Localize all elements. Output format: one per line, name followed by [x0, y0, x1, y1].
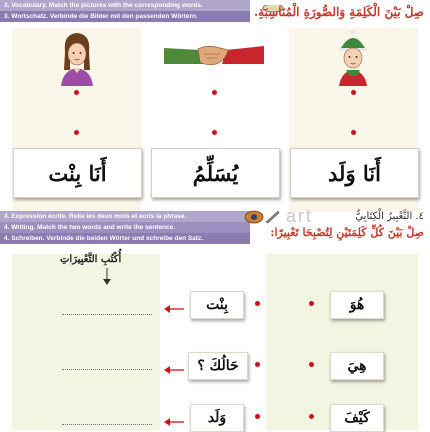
exercise4-arabic-heading: ٤. التَّعْبِيرُ الْكِتَابِيُّ: [355, 211, 424, 222]
exercise3-arabic-instruction: صِلْ بَيْنَ الْكَلِمَةِ وَالصُّورَةِ الْمُنَاسِبَةِ.: [253, 5, 424, 19]
exercise4-instruction-en: 4. Writing. Match the two words and write the sentence.: [0, 222, 250, 233]
write-expressions-label: أُكْتُبِ التَّعْبِيرَاتِ: [60, 254, 122, 265]
left-arrow-icon: [164, 299, 184, 309]
word-card-greets[interactable]: يُسَلِّمُ: [151, 148, 280, 198]
left-word-card-2[interactable]: حَالُكَ ؟: [188, 352, 248, 380]
left-word-card-3[interactable]: وَلَد: [190, 404, 244, 432]
match-dot[interactable]: [309, 414, 314, 419]
exercise4-instruction-fr: 4. Expression écrite. Relie les deux mots et écris la phrase.: [0, 211, 250, 222]
left-word-card-1[interactable]: بِنْت: [190, 291, 244, 319]
exercise3-matching-grid: [12, 28, 418, 212]
exercise3-instruction-de: 3. Wortschatz. Verbinde die Bilder mit den passenden Wörtern.: [0, 11, 250, 22]
word-card-girl[interactable]: أَنَا بِنْت: [13, 148, 142, 198]
answer-line-2[interactable]: [62, 369, 152, 370]
answer-line-1[interactable]: [62, 314, 152, 315]
match-dot[interactable]: [255, 362, 260, 367]
right-word-card-1[interactable]: هُوَ: [330, 291, 384, 319]
exercise4-arabic-instruction: صِلْ بَيْنَ كُلِّ كَلِمَتَيْنِ لِتُصْبِحَا تَعْبِيرًا:: [270, 226, 424, 239]
exercise4-instruction-de: 4. Schreiben. Verbinde die beiden Wörter und schreibe den Satz.: [0, 233, 250, 244]
match-dot[interactable]: [309, 362, 314, 367]
word-card-boy[interactable]: أَنَا وَلَد: [290, 148, 419, 198]
answer-line-3[interactable]: [62, 424, 152, 425]
right-word-card-2[interactable]: هِيَ: [330, 352, 384, 380]
left-arrow-icon: [164, 412, 184, 422]
handshake-picture[interactable]: [164, 42, 264, 76]
down-arrow-icon: [102, 268, 112, 290]
match-dot[interactable]: [255, 414, 260, 419]
watermark: art: [286, 206, 314, 226]
exercise4-header-bands: [0, 211, 250, 244]
exercise3-instruction-en: 3. Vocabulary. Match the pictures with the corresponding words.: [0, 0, 250, 11]
exercise3-header-bands: [0, 0, 250, 22]
girl-picture[interactable]: [57, 30, 97, 90]
boy-picture[interactable]: [333, 30, 373, 90]
exercise4-grid: [12, 254, 418, 430]
exercise4-writing-column: [12, 254, 160, 430]
match-dot[interactable]: [255, 301, 260, 306]
right-word-card-3[interactable]: كَيْفَ: [330, 404, 384, 432]
match-dot[interactable]: [309, 301, 314, 306]
left-arrow-icon: [164, 360, 184, 370]
